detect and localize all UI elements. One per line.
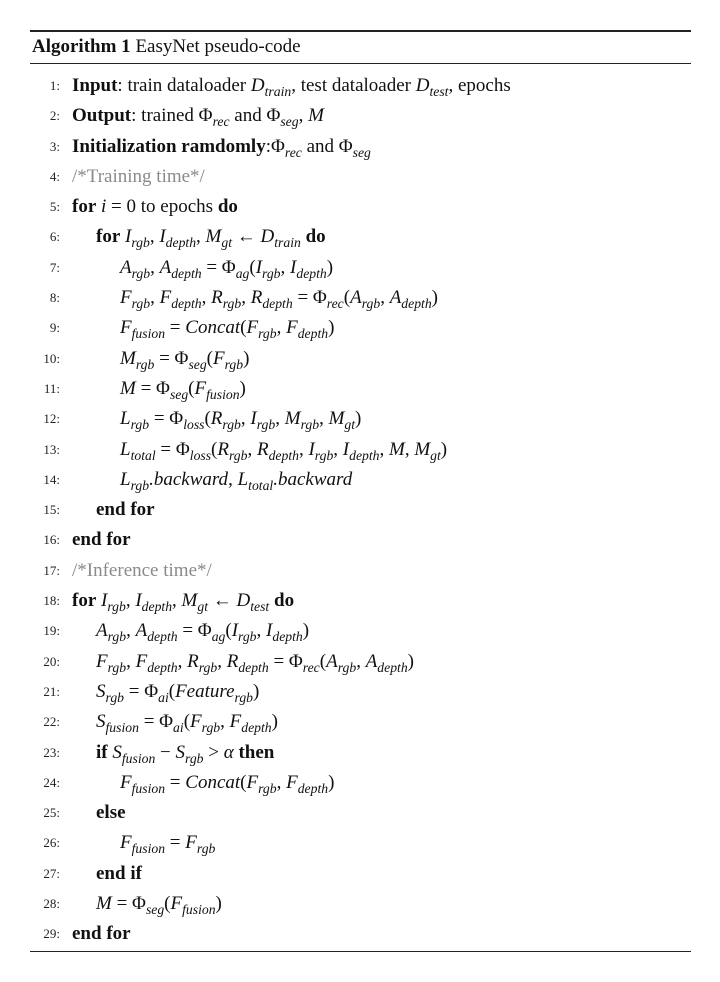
algorithm-line-22	[0, 707, 720, 737]
algorithm-line-28	[0, 889, 720, 919]
line-text: $M = \Phi_{seg}(F_{fusion})$	[120, 377, 246, 402]
line-number: 14:	[43, 471, 60, 487]
line-number: 23:	[43, 744, 60, 760]
bottom-rule	[30, 951, 691, 952]
line-number: 13:	[43, 441, 60, 457]
line-number: 20:	[43, 653, 60, 669]
line-text: end for	[72, 529, 131, 551]
caption-rule	[30, 63, 691, 64]
algorithm-line-7	[0, 253, 720, 283]
line-number: 28:	[43, 896, 60, 912]
line-number: 5:	[49, 199, 60, 215]
line-text: else	[96, 802, 126, 824]
line-number: 9:	[49, 320, 60, 336]
line-number: 4:	[49, 168, 60, 184]
algorithm-line-16	[0, 525, 720, 555]
line-number: 16:	[43, 532, 60, 548]
algorithm-line-4	[0, 162, 720, 192]
line-number: 24:	[43, 774, 60, 790]
line-number: 29:	[43, 926, 60, 942]
line-number: 27:	[43, 865, 60, 881]
algorithm-line-24	[0, 768, 720, 798]
line-text: $F_{fusion}$ = $Concat(F_{rgb}$, $F_{depth}$)	[120, 771, 335, 796]
algorithm-line-17	[0, 556, 720, 586]
algorithm-line-14	[0, 465, 720, 495]
line-text: $F_{fusion} = F_{rgb}$	[120, 832, 216, 857]
line-text: $M_{rgb} = \Phi_{seg}(F_{rgb})$	[120, 347, 250, 372]
line-text: $L_{rgb}.backward$, $L_{total}.backward$	[120, 468, 353, 493]
line-text: Input: train dataloader $D_{train}$, test dataloader $D_{test}$, epochs	[72, 75, 511, 99]
algorithm-line-9	[0, 313, 720, 343]
line-text: end for	[72, 923, 131, 945]
line-text: Initialization $ramdomly:\Phi_{rec}$ and $\Phi_{seg}$	[72, 135, 371, 160]
algorithm-line-26	[0, 828, 720, 858]
line-number: 19:	[43, 623, 60, 639]
line-text: $A_{rgb}$, $A_{depth} = \Phi_{ag}(I_{rgb}$, $I_{depth}$)	[96, 620, 310, 645]
algorithm-caption	[32, 34, 301, 60]
line-text: $M = \Phi_{seg}(F_{fusion})$	[96, 893, 222, 917]
line-text: $S_{rgb}$ = $\Phi_{ai}(Feature_{rgb})$	[96, 680, 260, 705]
training-time-comment: /*Training time*/	[72, 165, 205, 187]
line-number: 11:	[43, 380, 60, 396]
algorithm-title: EasyNet pseudo-code	[135, 36, 301, 57]
algorithm-line-20	[0, 647, 720, 677]
line-text: $L_{total} = \Phi_{loss}(R_{rgb}$, $R_{depth}$, $I_{rgb}$, $I_{depth}$, M, $M_{gt}$)	[120, 438, 448, 463]
algorithm-line-23	[0, 738, 720, 768]
algorithm-line-2	[0, 101, 720, 131]
algorithm-line-21	[0, 677, 720, 707]
algorithm-line-6	[0, 222, 720, 252]
line-text: end for	[96, 499, 155, 521]
algorithm-line-1	[0, 71, 720, 101]
inference-time-comment: /*Inference time*/	[72, 559, 212, 581]
line-number: 8:	[49, 290, 60, 306]
line-number: 15:	[43, 502, 60, 518]
line-text: $S_{fusion} = \Phi_{ai}(F_{rgb}$, $F_{depth}$)	[96, 711, 278, 736]
algorithm-line-18	[0, 586, 720, 616]
line-text: $F_{rgb}$, $F_{depth}$, $R_{rgb}$, $R_{depth} = \Phi_{rec}(A_{rgb}$, $A_{depth}$)	[120, 287, 438, 311]
top-rule	[30, 30, 691, 32]
algorithm-line-11	[0, 374, 720, 404]
line-number: 25:	[43, 805, 60, 821]
line-text: for $I_{rgb}$, $I_{depth}$, $M_{gt}$ ← $D_{train}$ do	[96, 226, 326, 251]
line-number: 6:	[49, 229, 60, 245]
algorithm-line-13	[0, 435, 720, 465]
line-text: $F_{fusion}$ = $Concat(F_{rgb}$, $F_{depth}$)	[120, 317, 335, 342]
line-number: 3:	[49, 138, 60, 154]
algorithm-line-27	[0, 859, 720, 889]
algorithm-line-3	[0, 132, 720, 162]
algorithm-line-25	[0, 798, 720, 828]
algorithm-line-10	[0, 344, 720, 374]
algorithm-body	[0, 71, 720, 950]
line-text: $A_{rgb}$, $A_{depth} = \Phi_{ag}(I_{rgb}$, $I_{depth}$)	[120, 256, 334, 281]
algorithm-line-29	[0, 919, 720, 949]
line-number: 1:	[49, 78, 60, 93]
line-number: 22:	[43, 714, 60, 730]
line-number: 26:	[43, 835, 60, 851]
line-number: 17:	[43, 562, 60, 578]
line-text: for $I_{rgb}$, $I_{depth}$, $M_{gt}$ ← $D_{test}$ do	[72, 590, 295, 614]
line-number: 12:	[43, 411, 60, 427]
line-text: for i = 0 to epochs do	[72, 196, 238, 218]
line-number: 18:	[43, 593, 60, 609]
line-text: Output: trained $\Phi_{rec}$ and $\Phi_{seg}$, M	[72, 105, 324, 130]
line-text: $F_{rgb}$, $F_{depth}$, $R_{rgb}$, $R_{depth} = \Phi_{rec}(A_{rgb}$, $A_{depth}$)	[96, 650, 414, 675]
algorithm-line-19	[0, 616, 720, 646]
algorithm-line-15	[0, 495, 720, 525]
algorithm-label: Algorithm 1	[32, 36, 131, 57]
line-text: $L_{rgb} = \Phi_{loss}(R_{rgb}$, $I_{rgb}$, $M_{rgb}$, $M_{gt}$)	[120, 408, 362, 433]
algorithm-line-12	[0, 404, 720, 434]
line-text: if $S_{fusion} - S_{rgb} > \alpha$ then	[96, 741, 275, 766]
line-number: 2:	[49, 108, 60, 124]
line-number: 10:	[43, 350, 60, 366]
line-text: end if	[96, 862, 142, 884]
algorithm-line-5	[0, 192, 720, 222]
algorithm-line-8	[0, 283, 720, 313]
line-number: 7:	[49, 259, 60, 275]
line-number: 21:	[43, 683, 60, 699]
